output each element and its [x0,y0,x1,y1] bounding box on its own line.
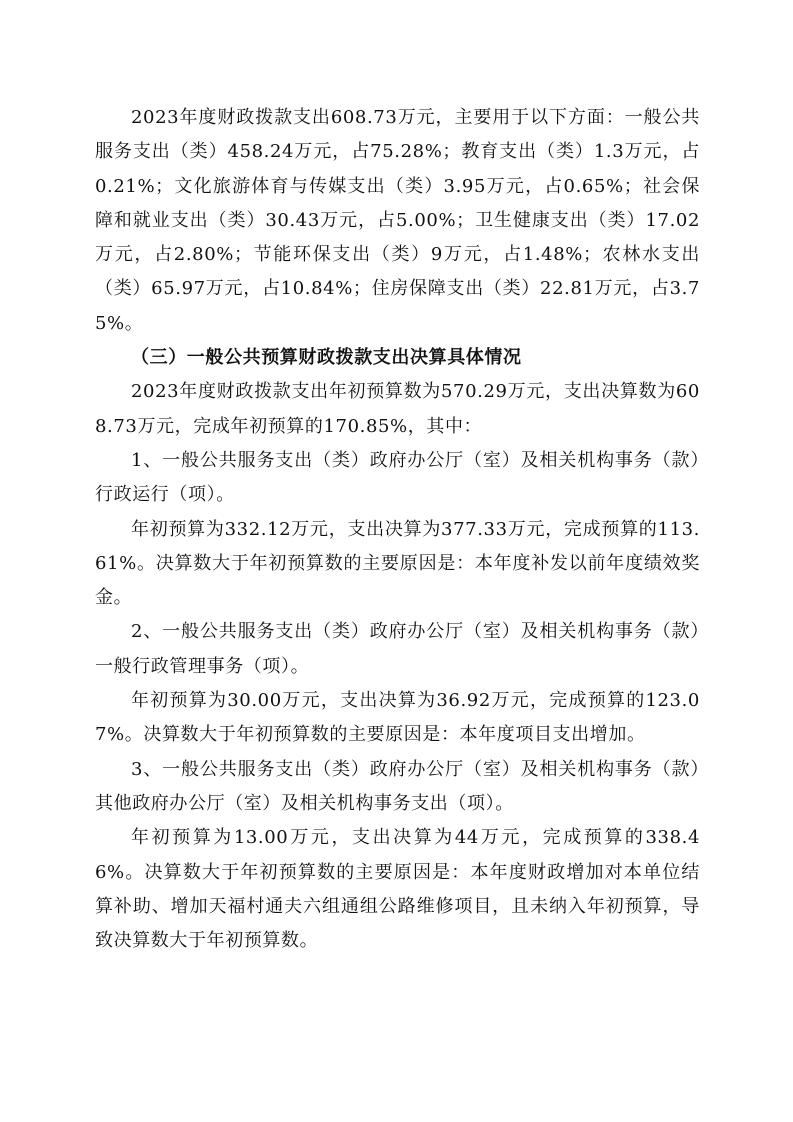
item-1-title: 1、一般公共服务支出（类）政府办公厅（室）及相关机构事务（款）行政运行（项）。 [95,449,700,506]
paragraph-expenditure-summary: 2023年度财政拨款支出608.73万元，主要用于以下方面：一般公共服务支出（类）458.24万元，占75.28%；教育支出（类）1.3万元，占0.21%；文化旅游体育与传媒支出（类）3.95万元，占0.65%；社会保障和就业支出（类）30.43万元，占5.00%；卫生健康支出（类）17.02万元，占2.80%；节能环保支出（类）9万元，占1.48%；农林水支出（类）65.97万元，占10.84%；住房保障支出（类）22.81万元，占3.75%。 [95,107,700,334]
item-3-title: 3、一般公共服务支出（类）政府办公厅（室）及相关机构事务（款）其他政府办公厅（室）及相关机构事务支出（项）。 [95,758,700,814]
item-2-title: 2、一般公共服务支出（类）政府办公厅（室）及相关机构事务（款）一般行政管理事务（项）。 [95,621,700,677]
paragraph-budget-overview: 2023年度财政拨款支出年初预算数为570.29万元，支出决算数为608.73万元，完成年初预算的170.85%，其中： [95,381,700,437]
item-1-detail: 年初预算为332.12万元，支出决算为377.33万元，完成预算的113.61%。决算数大于年初预算数的主要原因是：本年度补发以前年度绩效奖金。 [95,518,700,609]
section-heading: （三）一般公共预算财政拨款支出决算具体情况 [131,347,522,369]
item-3-detail: 年初预算为13.00万元，支出决算为44万元，完成预算的338.46%。决算数大于年初预算数的主要原因是：本年度财政增加对本单位结算补助、增加天福村通夫六组通组公路维修项目，且未纳入年初预算，导致决算数大于年初预算数。 [95,827,700,952]
item-2-detail: 年初预算为30.00万元，支出决算为36.92万元，完成预算的123.07%。决算数大于年初预算数的主要原因是：本年度项目支出增加。 [95,690,700,746]
document-body [95,101,700,958]
